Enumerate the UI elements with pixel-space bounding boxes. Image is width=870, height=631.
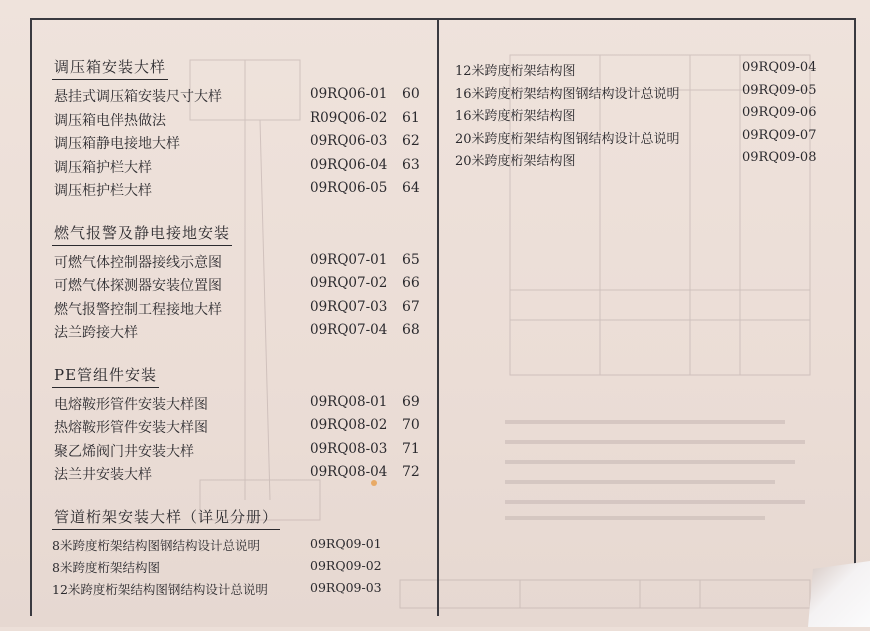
section-title: 管道桁架安装大样（详见分册）	[52, 506, 280, 530]
section-title: PE管组件安装	[52, 364, 159, 388]
row-code: 09RQ09-08	[742, 150, 817, 166]
row-page: 64	[402, 180, 420, 196]
index-row	[52, 464, 427, 488]
row-code: 09RQ08-02	[310, 417, 388, 433]
index-row	[52, 441, 427, 465]
row-name: 8米跨度桁架结构图	[52, 559, 160, 575]
row-page: 63	[402, 156, 420, 173]
index-row	[455, 128, 825, 151]
row-code: 09RQ09-02	[310, 557, 382, 573]
index-row	[52, 299, 427, 323]
row-name: 聚乙烯阀门井安装大样	[54, 443, 194, 460]
section-regulator-box	[52, 56, 427, 204]
index-row	[52, 536, 427, 558]
row-code: 09RQ09-07	[742, 127, 817, 143]
row-code: 09RQ09-01	[310, 535, 382, 551]
row-code: 09RQ08-04	[310, 464, 388, 480]
row-code: 09RQ06-05	[310, 180, 388, 196]
row-name: 12米跨度桁架结构图	[455, 64, 576, 79]
row-page: 61	[402, 109, 420, 126]
row-name: 法兰跨接大样	[54, 325, 138, 341]
index-row	[52, 558, 427, 580]
row-name: 可燃气体控制器接线示意图	[54, 254, 222, 271]
row-code: 09RQ07-03	[310, 298, 388, 315]
index-row	[52, 86, 427, 110]
index-row	[455, 150, 825, 173]
section-title: 调压箱安装大样	[52, 56, 168, 80]
row-code: R09Q06-02	[310, 109, 388, 126]
row-code: 09RQ08-01	[310, 393, 388, 410]
row-page: 60	[402, 86, 420, 102]
row-code: 09RQ07-04	[310, 322, 388, 338]
row-page: 62	[402, 133, 420, 149]
row-name: 法兰井安装大样	[54, 467, 152, 483]
index-row	[455, 83, 825, 106]
index-row	[455, 60, 825, 83]
row-name: 12米跨度桁架结构图钢结构设计总说明	[52, 581, 268, 597]
section-title: 燃气报警及静电接地安装	[52, 222, 232, 246]
row-code: 09RQ09-04	[742, 60, 817, 75]
row-name: 电熔鞍形管件安装大样图	[54, 396, 208, 413]
right-column	[455, 60, 825, 173]
row-code: 09RQ07-02	[310, 275, 388, 291]
row-name: 调压箱护栏大样	[54, 159, 152, 176]
row-name: 调压柜护栏大样	[54, 183, 152, 199]
index-row	[455, 105, 825, 128]
row-code: 09RQ09-06	[742, 105, 817, 121]
row-name: 调压箱静电接地大样	[54, 136, 180, 152]
row-name: 悬挂式调压箱安装尺寸大样	[54, 89, 222, 105]
row-page: 68	[402, 322, 420, 338]
index-row	[52, 157, 427, 181]
section-pipe-truss	[52, 506, 427, 602]
row-code: 09RQ06-03	[310, 133, 388, 149]
row-name: 16米跨度桁架结构图钢结构设计总说明	[455, 86, 680, 102]
row-name: 可燃气体探测器安装位置图	[54, 278, 222, 294]
row-page: 69	[402, 393, 420, 410]
index-row	[52, 394, 427, 418]
index-row	[52, 252, 427, 276]
column-divider	[437, 18, 439, 616]
row-name: 调压箱电伴热做法	[54, 112, 166, 129]
row-page: 65	[402, 251, 420, 268]
row-name: 热熔鞍形管件安装大样图	[54, 420, 208, 436]
section-pe-pipe	[52, 364, 427, 488]
row-name: 16米跨度桁架结构图	[455, 109, 576, 125]
row-code: 09RQ06-01	[310, 86, 388, 102]
row-code: 09RQ09-05	[742, 82, 817, 98]
page-curl	[808, 561, 870, 627]
row-code: 09RQ06-04	[310, 156, 388, 173]
row-code: 09RQ08-03	[310, 440, 388, 457]
row-page: 70	[402, 417, 420, 433]
index-row	[52, 580, 427, 602]
index-row	[52, 133, 427, 157]
row-page: 71	[402, 440, 420, 457]
left-column	[52, 56, 427, 620]
index-row	[52, 180, 427, 204]
section-gas-alarm	[52, 222, 427, 346]
row-page: 67	[402, 298, 420, 315]
row-name: 燃气报警控制工程接地大样	[54, 301, 222, 318]
row-name: 20米跨度桁架结构图	[455, 154, 576, 170]
row-name: 20米跨度桁架结构图钢结构设计总说明	[455, 131, 680, 147]
row-page: 72	[402, 464, 420, 480]
index-row	[52, 322, 427, 346]
row-code: 09RQ07-01	[310, 251, 388, 268]
index-row	[52, 110, 427, 134]
row-code: 09RQ09-03	[310, 579, 382, 595]
row-name: 8米跨度桁架结构图钢结构设计总说明	[52, 537, 260, 553]
row-page: 66	[402, 275, 420, 291]
index-row	[52, 275, 427, 299]
index-row	[52, 417, 427, 441]
